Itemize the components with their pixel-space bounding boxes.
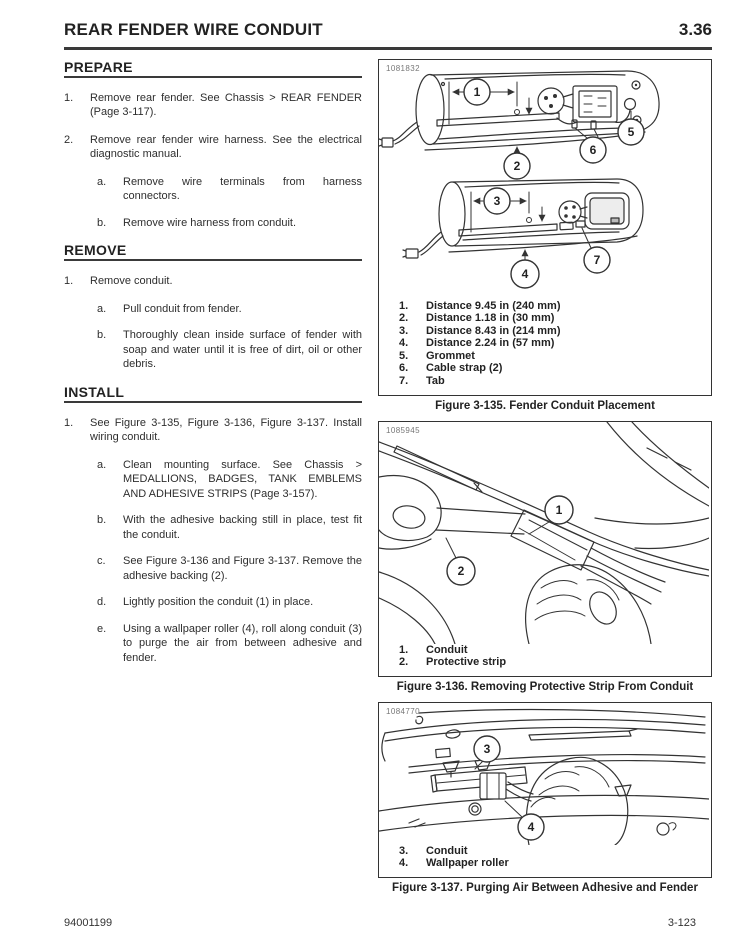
callout-3: [484, 188, 510, 214]
legend-number: 3.: [399, 844, 409, 857]
section-install: [64, 384, 362, 666]
sub-item-letter: b.: [97, 329, 107, 342]
legend-row: [399, 375, 707, 388]
legend-label: Tab: [426, 375, 445, 388]
legend-number: 6.: [399, 362, 409, 375]
content: [64, 59, 712, 904]
legend-row: [399, 845, 707, 858]
sub-item: [97, 458, 362, 502]
legend-label: Distance 8.43 in (214 mm): [426, 324, 561, 337]
svg-text:1: 1: [473, 84, 481, 99]
callout-2: [504, 153, 530, 179]
item-text: Remove rear fender. See Chassis > REAR FENDER (Page 3-117).: [90, 91, 362, 119]
legend-label: Distance 9.45 in (240 mm): [426, 299, 561, 312]
purging-air-illustration: [379, 703, 709, 845]
sub-item-letter: d.: [97, 596, 107, 609]
item-text: Remove rear fender wire harness. See the electrical diagnostic manual.: [90, 133, 362, 161]
list-item: [64, 91, 362, 120]
legend-label: Cable strap (2): [426, 362, 503, 375]
svg-text:3: 3: [483, 741, 491, 756]
legend-label: Distance 1.18 in (30 mm): [426, 312, 555, 325]
sub-item: [97, 175, 362, 204]
figure-legend: [379, 644, 711, 676]
legend-label: Grommet: [426, 349, 475, 362]
page-header: [64, 12, 712, 40]
figure-caption: Figure 3-137. Purging Air Between Adhesive and Fender: [392, 882, 698, 895]
page-footer: [64, 917, 696, 929]
legend-label: Conduit: [426, 844, 468, 857]
figures-column: [378, 59, 712, 904]
figure-legend: [379, 300, 711, 395]
svg-text:1: 1: [555, 502, 563, 517]
sub-item: [97, 513, 362, 542]
figure-3-135: [378, 59, 712, 412]
removing-protective-strip-illustration: [379, 422, 709, 644]
legend-number: 1.: [399, 643, 409, 656]
sub-item-letter: a.: [97, 458, 107, 471]
figure-3-136: [378, 421, 712, 693]
legend-row: [399, 312, 707, 325]
legend-number: 1.: [399, 299, 409, 312]
sub-item-letter: b.: [97, 514, 107, 527]
svg-text:2: 2: [457, 563, 465, 578]
list-item: [64, 133, 362, 162]
figure-box: [378, 421, 712, 677]
legend-number: 4.: [399, 337, 409, 350]
sub-item-text: Using a wallpaper roller (4), roll along conduit (3) to purge the air from between adhesive and fender.: [123, 622, 362, 664]
callout-7: [584, 247, 610, 273]
legend-row: [399, 656, 707, 669]
svg-text:5: 5: [627, 124, 635, 139]
item-number: 1.: [64, 416, 74, 429]
footer-doc-number: 94001199: [64, 917, 113, 929]
item-number: 1.: [64, 275, 74, 288]
callout-4: [511, 260, 539, 288]
sub-item: [97, 302, 362, 317]
sub-item-text: Remove wire terminals from harness connectors.: [123, 175, 362, 203]
sub-item-text: See Figure 3-136 and Figure 3-137. Remove the adhesive backing (2).: [123, 555, 362, 582]
callout-6: [580, 137, 606, 163]
sub-item: [97, 595, 362, 610]
legend-number: 2.: [399, 656, 409, 669]
sub-item-text: Thoroughly clean inside surface of fender with soap and water until it is free of dirt, oil or other debris.: [123, 329, 362, 371]
sub-item-letter: e.: [97, 622, 107, 635]
callout-4: [518, 814, 544, 840]
section-heading-prepare: PREPARE: [64, 59, 362, 78]
figure-id: 1085945: [386, 425, 420, 435]
figure-caption: Figure 3-135. Fender Conduit Placement: [435, 399, 655, 412]
legend-label: Distance 2.24 in (57 mm): [426, 337, 555, 350]
figure-id: 1081832: [386, 63, 420, 73]
callout-3: [474, 736, 500, 762]
item-text: Remove conduit.: [90, 275, 173, 288]
sub-item-letter: c.: [97, 555, 106, 568]
sub-item: [97, 622, 362, 666]
item-number: 2.: [64, 133, 74, 146]
sub-item-text: Lightly position the conduit (1) in place.: [123, 596, 314, 609]
fender-conduit-placement-illustration: [379, 60, 709, 300]
item-text: See Figure 3-135, Figure 3-136, Figure 3-137. Install wiring conduit.: [90, 416, 362, 444]
list-item: [64, 274, 362, 289]
sub-item: [97, 554, 362, 583]
legend-row: [399, 300, 707, 313]
legend-row: [399, 362, 707, 375]
section-number: 3.36: [678, 20, 712, 39]
footer-page-number: 3-123: [667, 917, 696, 929]
legend-label: Wallpaper roller: [426, 857, 509, 870]
legend-number: 5.: [399, 349, 409, 362]
callout-2: [447, 557, 475, 585]
svg-text:7: 7: [593, 252, 601, 267]
figure-caption: Figure 3-136. Removing Protective Strip From Conduit: [396, 680, 694, 693]
item-number: 1.: [64, 91, 74, 104]
procedure-column: [64, 59, 378, 904]
callout-1: [545, 496, 573, 524]
section-remove: [64, 242, 362, 372]
sub-item-letter: a.: [97, 175, 107, 188]
svg-text:2: 2: [513, 158, 521, 173]
svg-text:4: 4: [521, 266, 529, 281]
legend-label: Protective strip: [426, 656, 507, 669]
legend-row: [399, 337, 707, 350]
figure-id: 1084770: [386, 706, 420, 716]
header-rule: [64, 47, 712, 50]
figure-legend: [379, 845, 711, 877]
sub-item-letter: b.: [97, 216, 107, 229]
svg-text:4: 4: [527, 819, 535, 834]
sub-item-text: Remove wire harness from conduit.: [123, 216, 297, 229]
sub-item: [97, 328, 362, 372]
legend-row: [399, 325, 707, 338]
callout-1: [464, 79, 490, 105]
callout-5: [618, 119, 644, 145]
legend-number: 4.: [399, 857, 409, 870]
legend-number: 3.: [399, 324, 409, 337]
legend-number: 2.: [399, 312, 409, 325]
legend-row: [399, 644, 707, 657]
sub-item-text: Pull conduit from fender.: [123, 302, 242, 315]
svg-text:6: 6: [589, 142, 597, 157]
section-heading-remove: REMOVE: [64, 242, 362, 261]
sub-item-text: With the adhesive backing still in place, test fit the conduit.: [123, 514, 362, 541]
figure-3-137: [378, 702, 712, 894]
legend-label: Conduit: [426, 643, 468, 656]
list-item: [64, 416, 362, 445]
section-heading-install: INSTALL: [64, 384, 362, 403]
sub-item: [97, 216, 362, 231]
legend-row: [399, 350, 707, 363]
section-prepare: [64, 59, 362, 231]
legend-number: 7.: [399, 375, 409, 388]
svg-text:3: 3: [493, 193, 501, 208]
page-title: REAR FENDER WIRE CONDUIT: [64, 20, 323, 39]
legend-row: [399, 857, 707, 870]
sub-item-letter: a.: [97, 302, 107, 315]
figure-box: [378, 702, 712, 878]
figure-box: [378, 59, 712, 396]
sub-item-text: Clean mounting surface. See Chassis > MEDALLIONS, BADGES, TANK EMBLEMS AND ADHESIVE STRIPS (Page 3-157).: [123, 458, 362, 500]
